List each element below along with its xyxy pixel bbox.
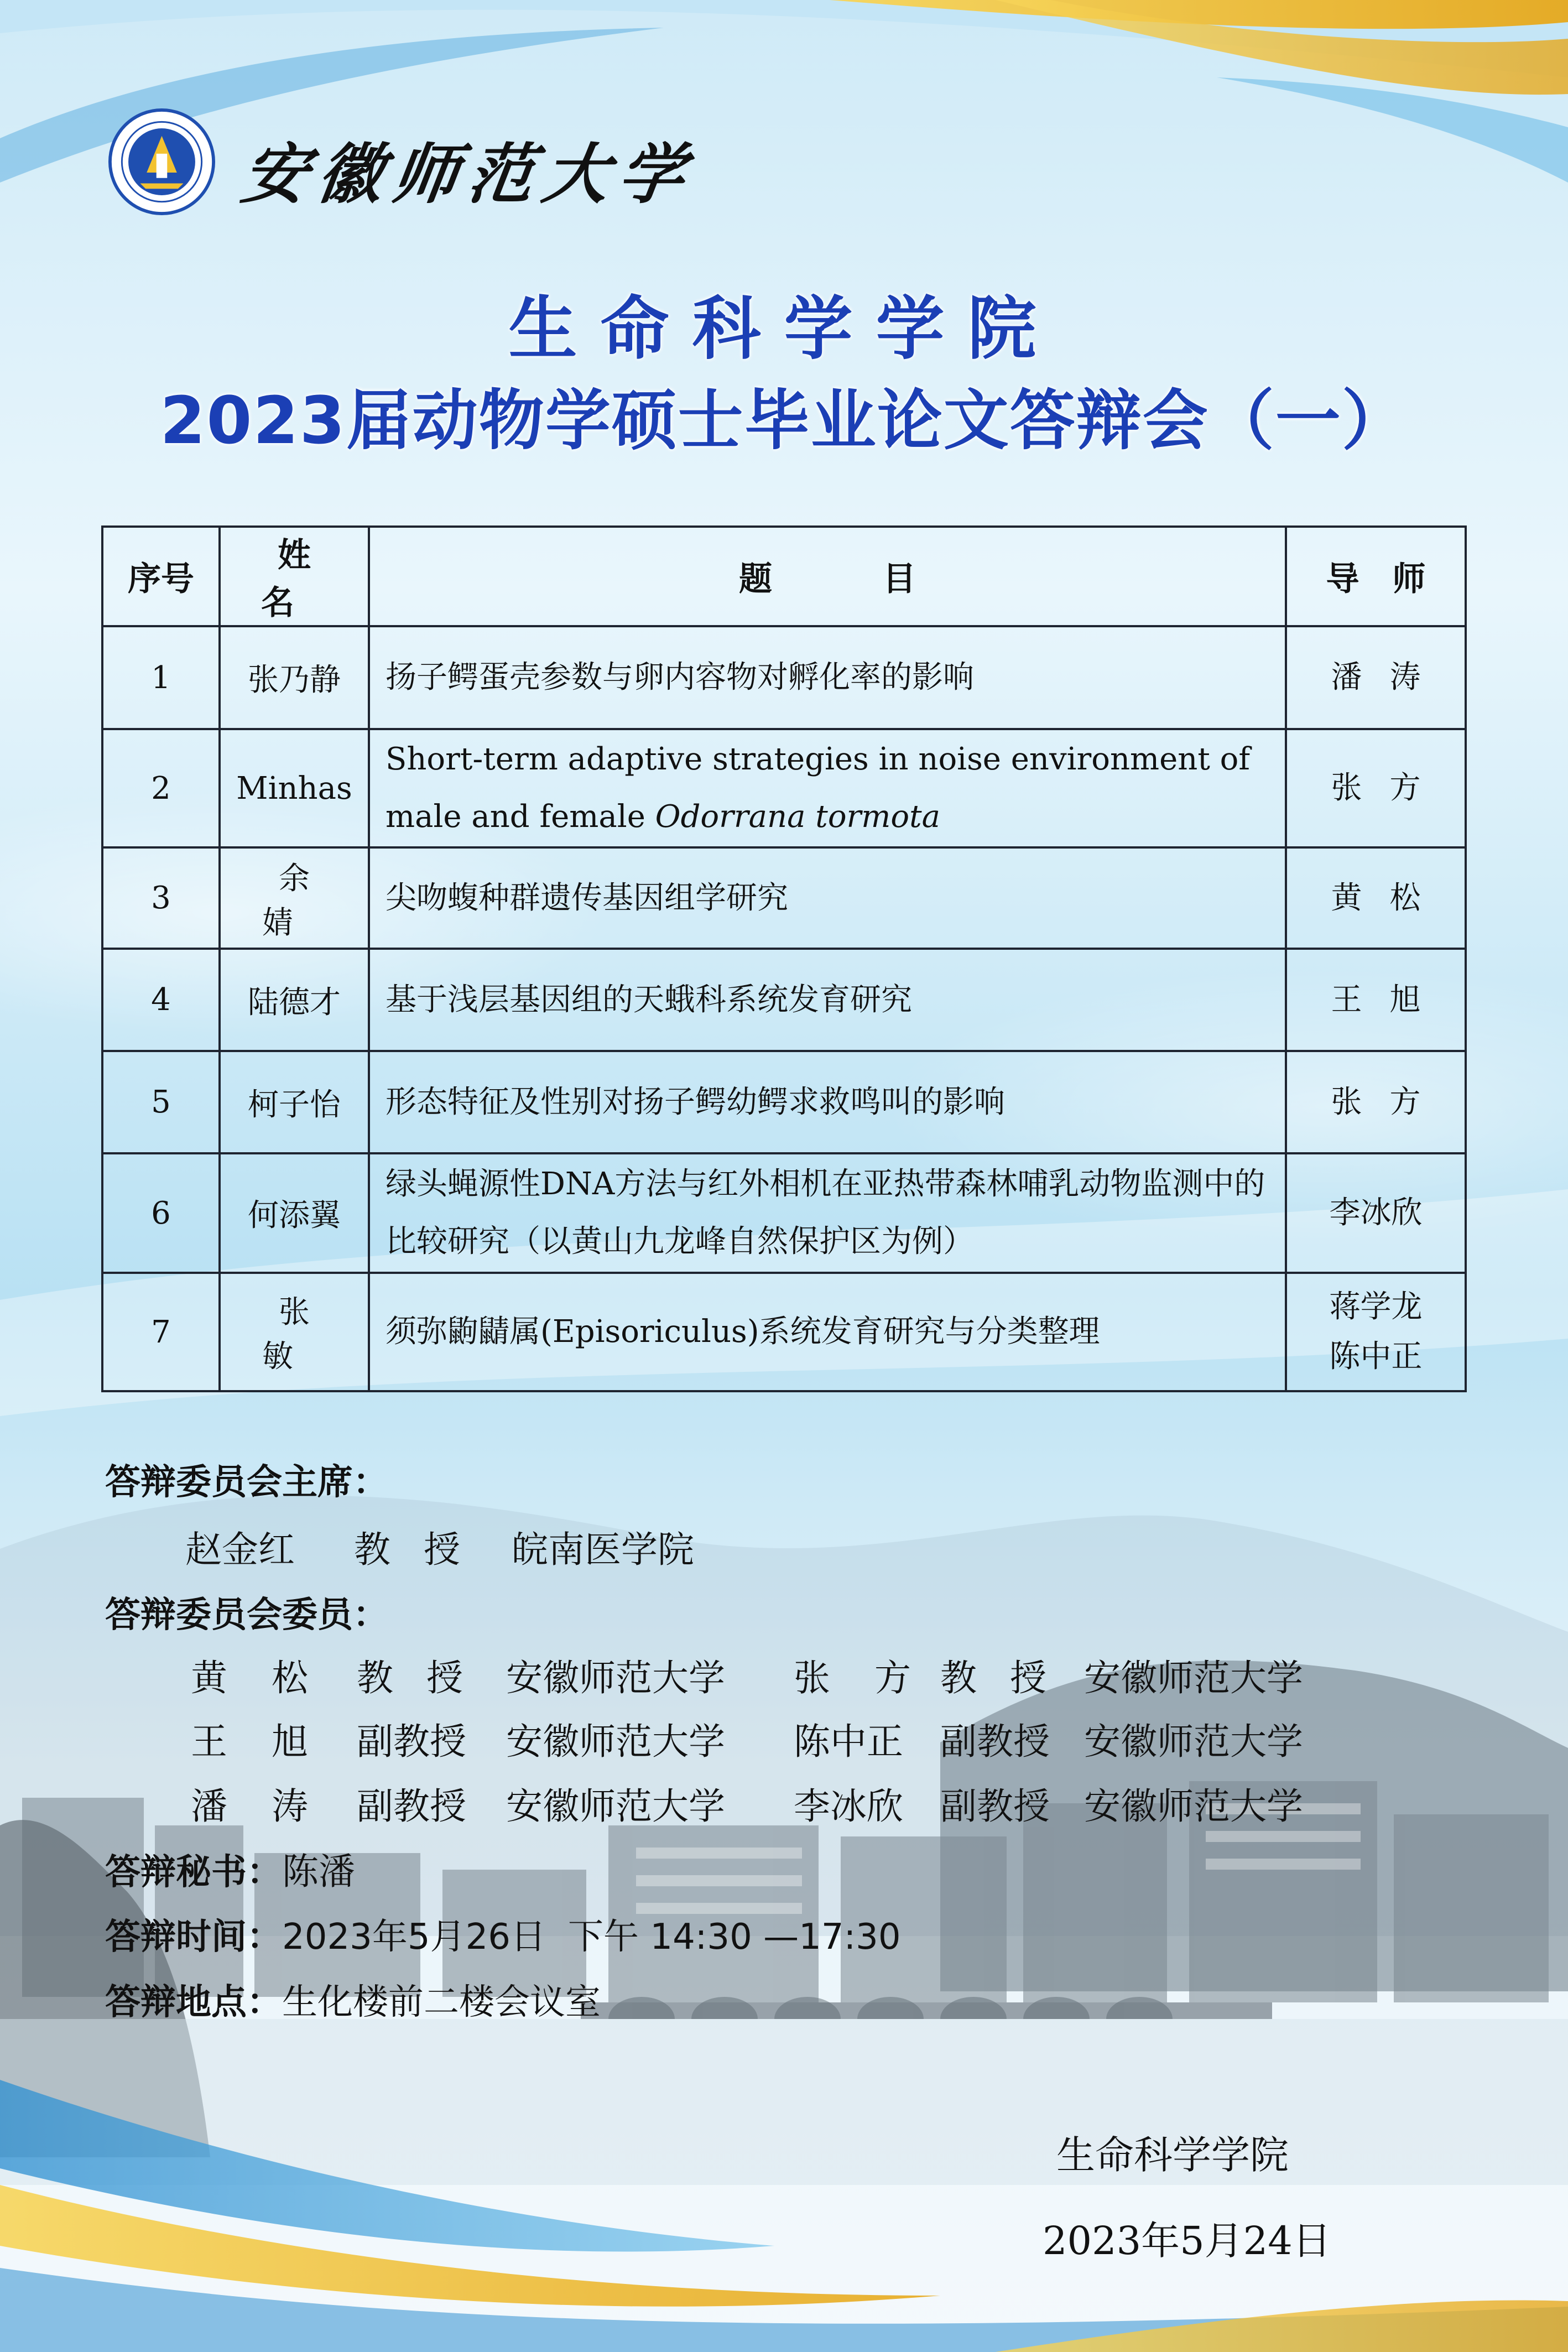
chair-label: 答辩委员会主席： xyxy=(105,1462,388,1503)
row-name: 陆德才 xyxy=(220,949,369,1051)
row-title: 基于浅层基因组的天蛾科系统发育研究 xyxy=(369,949,1286,1051)
row-advisor: 李冰欣 xyxy=(1286,1153,1466,1273)
row-advisor-1: 蒋学龙 xyxy=(1329,1289,1423,1325)
row-name: Minhas xyxy=(220,729,369,847)
time-label: 答辩时间： xyxy=(105,1917,282,1958)
row-title: 扬子鳄蛋壳参数与卵内容物对孵化率的影响 xyxy=(369,626,1286,729)
member-affiliation: 安徽师范大学 xyxy=(1084,1657,1303,1699)
row-no: 5 xyxy=(102,1051,220,1153)
header-advisor: 导师 xyxy=(1286,527,1466,626)
row-title: 形态特征及性别对扬子鳄幼鳄求救鸣叫的影响 xyxy=(369,1051,1286,1153)
row-no: 2 xyxy=(102,729,220,847)
footer-org: 生命科学学院 xyxy=(1056,2132,1289,2178)
row-title-plain: Short-term adaptive strategies in noise environment of male and female xyxy=(386,741,1251,835)
member-title: 副教授 xyxy=(357,1720,466,1763)
row-no: 4 xyxy=(102,949,220,1051)
place-value: 生化楼前二楼会议室 xyxy=(282,1982,601,2023)
secretary-line xyxy=(105,1842,355,1895)
footer-date: 2023年5月24日 xyxy=(1043,2218,1331,2263)
chair-name: 赵金红 xyxy=(185,1528,295,1571)
row-advisor: 张方 xyxy=(1286,729,1466,847)
row-no: 7 xyxy=(102,1273,220,1391)
header-no: 序号 xyxy=(102,527,220,626)
row-title: 尖吻蝮种群遗传基因组学研究 xyxy=(369,847,1286,949)
member-title: 副教授 xyxy=(940,1785,1050,1828)
secretary-label: 答辩秘书： xyxy=(105,1852,282,1893)
member-affiliation: 安徽师范大学 xyxy=(506,1720,725,1763)
row-no: 1 xyxy=(102,626,220,729)
member-title: 副教授 xyxy=(357,1785,466,1828)
member-name: 陈中正 xyxy=(794,1720,903,1763)
member-name: 张方 xyxy=(794,1657,955,1699)
row-name: 张敏 xyxy=(220,1273,369,1391)
row-advisor: 张方 xyxy=(1286,1051,1466,1153)
row-name: 张乃静 xyxy=(220,626,369,729)
secretary-name: 陈潘 xyxy=(282,1850,355,1893)
member-title: 副教授 xyxy=(940,1720,1050,1763)
member-name: 黄松 xyxy=(191,1657,352,1699)
member-affiliation: 安徽师范大学 xyxy=(1084,1785,1303,1828)
poster-title-event: 2023届动物学硕士毕业论文答辩会（一） xyxy=(160,382,1408,459)
header-name: 姓名 xyxy=(220,527,369,626)
member-name: 王旭 xyxy=(191,1720,352,1763)
row-title: 须弥鼩鼱属(Episoriculus)系统发育研究与分类整理 xyxy=(369,1273,1286,1391)
row-advisor-2: 陈中正 xyxy=(1329,1339,1423,1375)
member-title: 教授 xyxy=(357,1657,496,1699)
member-name: 李冰欣 xyxy=(794,1785,903,1828)
members-label: 答辩委员会委员： xyxy=(105,1595,388,1636)
row-advisor: 王旭 xyxy=(1286,949,1466,1051)
header-title: 题目 xyxy=(369,527,1286,626)
row-advisor: 黄松 xyxy=(1286,847,1466,949)
place-label: 答辩地点： xyxy=(105,1982,282,2023)
university-name: 安徽师范大学 xyxy=(237,136,700,212)
chair-affiliation: 皖南医学院 xyxy=(512,1528,694,1571)
member-title: 教授 xyxy=(940,1657,1080,1699)
row-title-species: Odorrana tormota xyxy=(655,799,941,835)
time-value: 下午 14:30 —17:30 xyxy=(568,1917,901,1958)
member-affiliation: 安徽师范大学 xyxy=(506,1657,725,1699)
poster-title-school: 生命科学学院 xyxy=(508,289,1060,369)
time-line xyxy=(105,1908,901,1959)
row-no: 6 xyxy=(102,1153,220,1273)
row-advisor: 潘涛 xyxy=(1286,626,1466,729)
row-name: 柯子怡 xyxy=(220,1051,369,1153)
row-name: 何添翼 xyxy=(220,1153,369,1273)
chair-title: 教授 xyxy=(354,1528,493,1571)
place-line xyxy=(105,1974,601,2025)
member-affiliation: 安徽师范大学 xyxy=(506,1785,725,1828)
row-no: 3 xyxy=(102,847,220,949)
member-name: 潘涛 xyxy=(191,1785,352,1828)
row-name: 余婧 xyxy=(220,847,369,949)
time-date: 2023年5月26日 xyxy=(282,1917,546,1958)
row-title: 绿头蝇源性DNA方法与红外相机在亚热带森林哺乳动物监测中的比较研究（以黄山九龙峰自然保护区为例） xyxy=(369,1153,1286,1273)
member-affiliation: 安徽师范大学 xyxy=(1084,1720,1303,1763)
